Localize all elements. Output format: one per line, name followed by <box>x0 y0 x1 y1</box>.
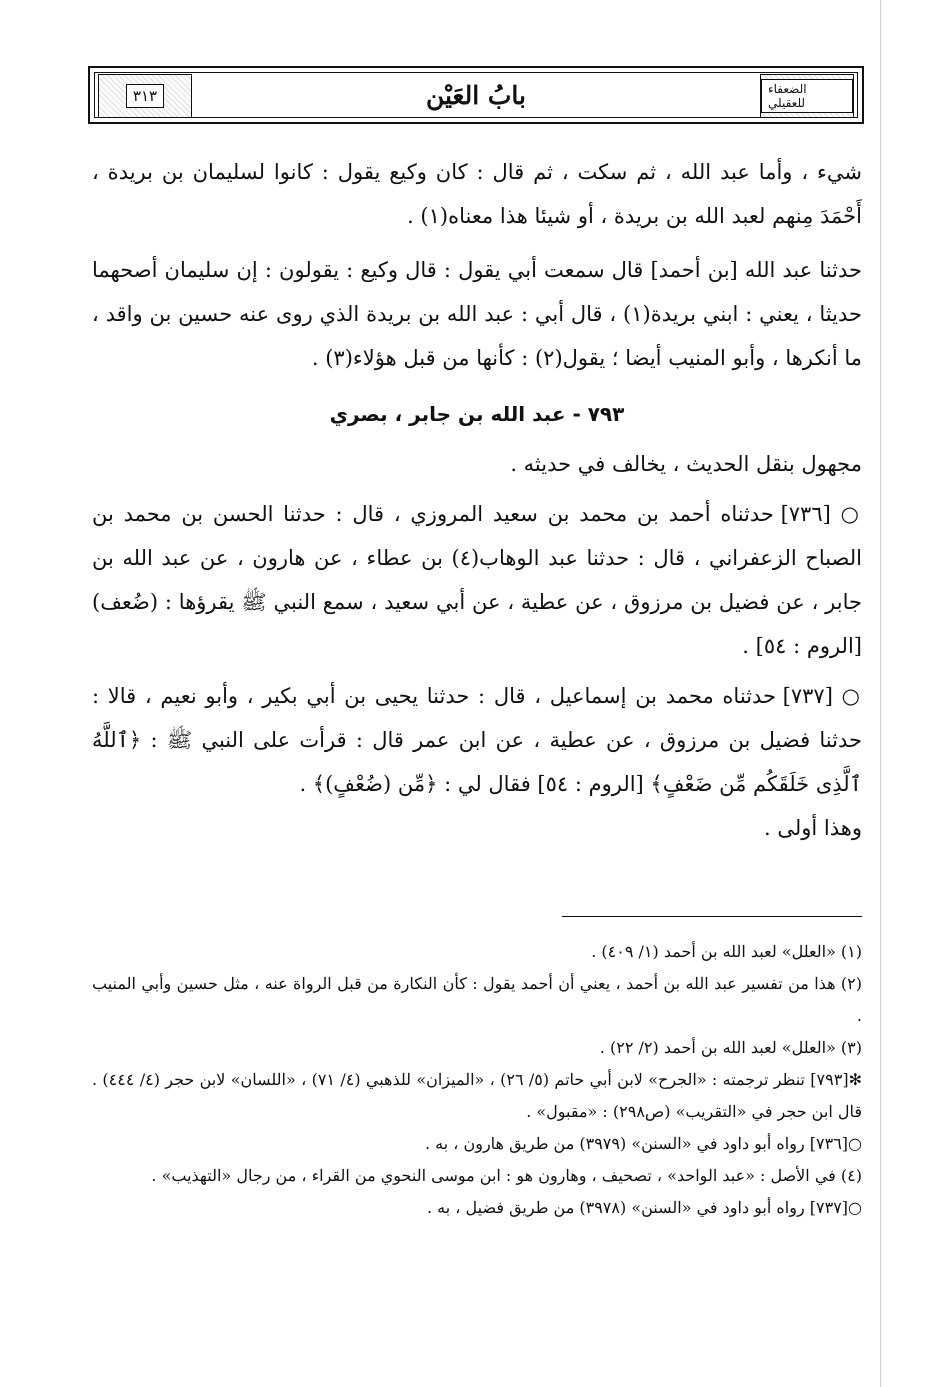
footnote-793: ✻[٧٩٣] تنظر ترجمته : «الجرح» لابن أبي حاتم (٥/ ٢٦) ، «الميزان» للذهبي (٤/ ٧١) ، «اللسان» لابن حجر (٤/ ٤٤٤) . قال ابن حجر في «التقريب» (ص٢٩٨) : «مقبول» . <box>92 1070 862 1121</box>
paragraph-1: شيء ، وأما عبد الله ، ثم سكت ، ثم قال : كان وكيع يقول : كانوا لسليمان بن بريدة ، أَحْمَدَ مِنهم لعبد الله بن بريدة ، أو شيئا هذا معناه(١) . <box>92 160 862 228</box>
book-title: الضعفاء للعقيلي <box>761 79 853 113</box>
entry-heading: ٧٩٣ - عبد الله بن جابر ، بصري <box>329 402 625 426</box>
footnote-separator <box>562 916 862 917</box>
footnote-3: (٣) «العلل» لعبد الله بن أحمد (٢/ ٢٢) . <box>599 1038 862 1057</box>
paragraph-3: مجهول بنقل الحديث ، يخالف في حديثه . <box>510 452 862 476</box>
hadith-737: ○ [٧٣٧] حدثناه محمد بن إسماعيل ، قال : حدثنا يحيى بن أبي بكير ، وأبو نعيم ، قالا : حدثنا فضيل بن مرزوق ، عن عطية ، عن ابن عمر قال : قرأت على النبي ﷺ : ﴿ٱللَّهُ ٱلَّذِى خَلَقَكُم مِّن ضَعْفٍ﴾ [الروم : ٥٤] فقال لي : ﴿مِّن (ضُعْفٍ)﴾ . <box>92 684 862 796</box>
hadith-736: ○ [٧٣٦] حدثناه أحمد بن محمد بن سعيد المروزي ، قال : حدثنا الحسن بن محمد بن الصباح الزعفراني ، قال : حدثنا عبد الوهاب(٤) بن عطاء ، عن هارون ، عن عبد الله بن جابر ، عن فضيل بن مرزوق ، عن عطية ، عن أبي سعيد ، سمع النبي ﷺ يقرؤها : (ضُعف) [الروم : ٥٤] . <box>92 502 862 658</box>
footnotes <box>92 932 862 1224</box>
page-header-frame <box>88 66 864 124</box>
footnote-4: (٤) في الأصل : «عبد الواحد» ، تصحيف ، وهارون هو : ابن موسى النحوي من القراء ، من رجال «التهذيب» . <box>151 1166 862 1185</box>
footnote-1: (١) «العلل» لعبد الله بن أحمد (١/ ٤٠٩) . <box>591 942 862 961</box>
main-text <box>92 150 862 850</box>
footnote-736: ○[٧٣٦] رواه أبو داود في «السنن» (٣٩٧٩) من طريق هارون ، به . <box>424 1134 862 1153</box>
paragraph-4: وهذا أولى . <box>764 816 862 840</box>
book-title-ornament <box>760 74 854 118</box>
page-number: ٣١٣ <box>126 84 164 108</box>
chapter-title: بابُ العَيْن <box>425 80 526 110</box>
page-margin-line <box>880 0 881 1387</box>
footnote-737: ○[٧٣٧] رواه أبو داود في «السنن» (٣٩٧٨) من طريق فضيل ، به . <box>426 1198 862 1217</box>
page-number-ornament <box>98 74 192 118</box>
paragraph-2: حدثنا عبد الله [بن أحمد] قال سمعت أبي يقول : قال وكيع : يقولون : إن سليمان أصحهما حديثا ، يعني : ابني بريدة(١) ، قال أبي : عبد الله بن بريدة الذي روى عنه حسين بن واقد ، ما أنكرها ، وأبو المنيب أيضا ؛ يقول(٢) : كأنها من قبل هؤلاء(٣) . <box>92 258 862 370</box>
footnote-2: (٢) هذا من تفسير عبد الله بن أحمد ، يعني أن أحمد يقول : كأن النكارة من قبل الرواة عنه ، مثل حسين وأبي المنيب . <box>92 974 862 1025</box>
